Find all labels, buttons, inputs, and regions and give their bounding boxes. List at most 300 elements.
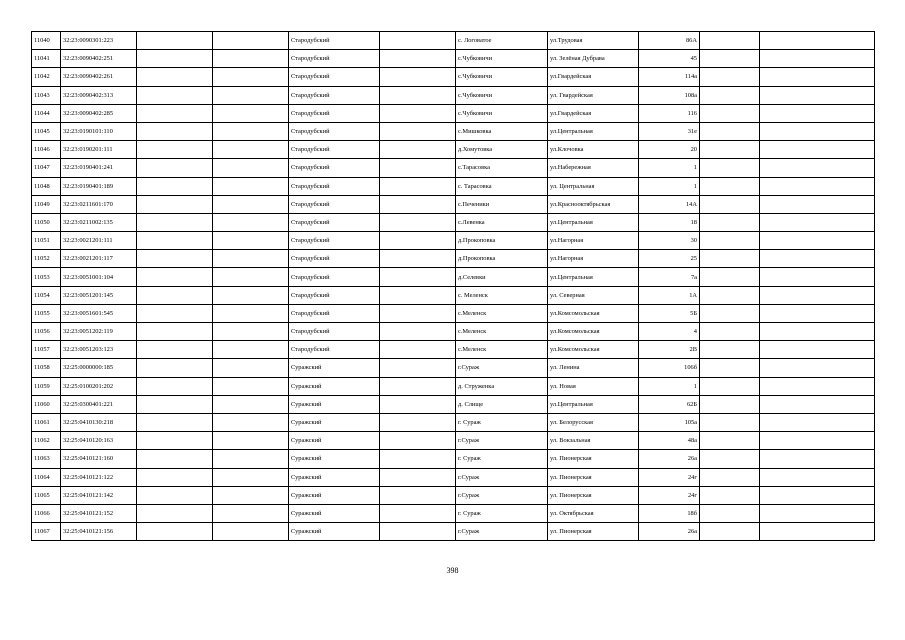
table-row <box>32 122 875 140</box>
blank-column-cell <box>213 377 289 395</box>
table-row <box>32 232 875 250</box>
blank-column-cell <box>137 50 213 68</box>
house-number-cell: 4 <box>639 323 700 341</box>
blank-column-cell <box>213 50 289 68</box>
settlement-cell: с.Тарасовка <box>456 159 548 177</box>
street-cell: ул.Центральная <box>548 122 639 140</box>
district-cell: Суражский <box>289 486 380 504</box>
blank-column-cell <box>213 468 289 486</box>
blank-column-cell <box>700 122 760 140</box>
blank-column-cell <box>380 195 456 213</box>
blank-column-cell <box>213 104 289 122</box>
district-cell: Стародубский <box>289 286 380 304</box>
row-number-cell: 11046 <box>32 141 61 159</box>
blank-column-cell <box>700 377 760 395</box>
street-cell: ул.Центральная <box>548 213 639 231</box>
house-number-cell: 25 <box>639 250 700 268</box>
blank-column-cell <box>137 359 213 377</box>
blank-column-cell <box>700 141 760 159</box>
blank-column-cell <box>213 341 289 359</box>
blank-column-cell <box>213 86 289 104</box>
blank-column-cell <box>137 304 213 322</box>
table-row <box>32 177 875 195</box>
cadastral-number-cell: 32:25:0410120:163 <box>61 432 137 450</box>
cadastral-number-cell: 32:23:0021201:117 <box>61 250 137 268</box>
house-number-cell: 7а <box>639 268 700 286</box>
blank-column-cell <box>760 486 875 504</box>
blank-column-cell <box>700 432 760 450</box>
blank-column-cell <box>380 341 456 359</box>
settlement-cell: с.Чубковичи <box>456 104 548 122</box>
blank-column-cell <box>213 141 289 159</box>
house-number-cell: 24г <box>639 486 700 504</box>
district-cell: Стародубский <box>289 104 380 122</box>
blank-column-cell <box>760 68 875 86</box>
blank-column-cell <box>213 323 289 341</box>
table-row <box>32 286 875 304</box>
row-number-cell: 11057 <box>32 341 61 359</box>
district-cell: Суражский <box>289 432 380 450</box>
street-cell: ул.Клочовка <box>548 141 639 159</box>
settlement-cell: с.Меленск <box>456 341 548 359</box>
district-cell: Стародубский <box>289 323 380 341</box>
blank-column-cell <box>760 195 875 213</box>
table-body <box>32 32 875 541</box>
cadastral-number-cell: 32:25:0000000:185 <box>61 359 137 377</box>
house-number-cell: 116 <box>639 104 700 122</box>
district-cell: Стародубский <box>289 122 380 140</box>
blank-column-cell <box>760 413 875 431</box>
house-number-cell: 1 <box>639 377 700 395</box>
house-number-cell: 30 <box>639 232 700 250</box>
blank-column-cell <box>380 450 456 468</box>
settlement-cell: с. Меленск <box>456 286 548 304</box>
house-number-cell: 1 <box>639 177 700 195</box>
blank-column-cell <box>380 286 456 304</box>
blank-column-cell <box>137 286 213 304</box>
house-number-cell: 2В <box>639 341 700 359</box>
district-cell: Суражский <box>289 523 380 541</box>
blank-column-cell <box>700 523 760 541</box>
row-number-cell: 11056 <box>32 323 61 341</box>
blank-column-cell <box>380 232 456 250</box>
house-number-cell: 31е <box>639 122 700 140</box>
blank-column-cell <box>760 504 875 522</box>
records-table <box>31 31 875 541</box>
blank-column-cell <box>137 341 213 359</box>
blank-column-cell <box>700 395 760 413</box>
cadastral-number-cell: 32:25:0300401:221 <box>61 395 137 413</box>
street-cell: ул. Центральная <box>548 177 639 195</box>
blank-column-cell <box>700 32 760 50</box>
house-number-cell: 5Б <box>639 304 700 322</box>
table-row <box>32 304 875 322</box>
cadastral-number-cell: 32:25:0410121:156 <box>61 523 137 541</box>
street-cell: ул. Пионерская <box>548 523 639 541</box>
blank-column-cell <box>137 450 213 468</box>
blank-column-cell <box>213 286 289 304</box>
blank-column-cell <box>137 486 213 504</box>
table-row <box>32 68 875 86</box>
cadastral-number-cell: 32:23:0190401:189 <box>61 177 137 195</box>
district-cell: Суражский <box>289 450 380 468</box>
street-cell: ул. Октябрьская <box>548 504 639 522</box>
row-number-cell: 11067 <box>32 523 61 541</box>
district-cell: Суражский <box>289 504 380 522</box>
blank-column-cell <box>380 304 456 322</box>
blank-column-cell <box>213 68 289 86</box>
blank-column-cell <box>380 50 456 68</box>
blank-column-cell <box>760 286 875 304</box>
district-cell: Стародубский <box>289 341 380 359</box>
blank-column-cell <box>700 213 760 231</box>
street-cell: ул.Нагорная <box>548 250 639 268</box>
street-cell: ул. Белорусская <box>548 413 639 431</box>
blank-column-cell <box>760 32 875 50</box>
street-cell: ул. Зелёная Дубрава <box>548 50 639 68</box>
district-cell: Стародубский <box>289 141 380 159</box>
row-number-cell: 11049 <box>32 195 61 213</box>
settlement-cell: с.Чубковичи <box>456 50 548 68</box>
street-cell: ул.Центральная <box>548 395 639 413</box>
blank-column-cell <box>213 268 289 286</box>
row-number-cell: 11059 <box>32 377 61 395</box>
street-cell: ул.Краснооктябрьская <box>548 195 639 213</box>
blank-column-cell <box>380 359 456 377</box>
table-row <box>32 213 875 231</box>
house-number-cell: 1 <box>639 159 700 177</box>
settlement-cell: с.Печеники <box>456 195 548 213</box>
cadastral-number-cell: 32:25:0410121:142 <box>61 486 137 504</box>
street-cell: ул. Новая <box>548 377 639 395</box>
blank-column-cell <box>213 122 289 140</box>
blank-column-cell <box>760 432 875 450</box>
row-number-cell: 11063 <box>32 450 61 468</box>
table-row <box>32 450 875 468</box>
settlement-cell: д.Прокоповка <box>456 232 548 250</box>
table-row <box>32 377 875 395</box>
blank-column-cell <box>380 86 456 104</box>
blank-column-cell <box>380 268 456 286</box>
row-number-cell: 11043 <box>32 86 61 104</box>
table-row <box>32 341 875 359</box>
cadastral-number-cell: 32:23:0190401:241 <box>61 159 137 177</box>
district-cell: Стародубский <box>289 213 380 231</box>
blank-column-cell <box>760 104 875 122</box>
table-row <box>32 86 875 104</box>
blank-column-cell <box>213 523 289 541</box>
settlement-cell: с.Чубковичи <box>456 68 548 86</box>
district-cell: Стародубский <box>289 304 380 322</box>
district-cell: Стародубский <box>289 177 380 195</box>
blank-column-cell <box>700 450 760 468</box>
blank-column-cell <box>213 359 289 377</box>
cadastral-number-cell: 32:23:0190201:111 <box>61 141 137 159</box>
settlement-cell: д.Хомутовка <box>456 141 548 159</box>
street-cell: ул. Пионерская <box>548 450 639 468</box>
blank-column-cell <box>760 268 875 286</box>
row-number-cell: 11054 <box>32 286 61 304</box>
settlement-cell: г.Сураж <box>456 432 548 450</box>
cadastral-number-cell: 32:23:0051202:119 <box>61 323 137 341</box>
settlement-cell: с. Логоватое <box>456 32 548 50</box>
blank-column-cell <box>213 395 289 413</box>
blank-column-cell <box>700 504 760 522</box>
blank-column-cell <box>137 213 213 231</box>
blank-column-cell <box>760 395 875 413</box>
settlement-cell: г.Сураж <box>456 359 548 377</box>
street-cell: ул. Северная <box>548 286 639 304</box>
row-number-cell: 11047 <box>32 159 61 177</box>
blank-column-cell <box>213 195 289 213</box>
street-cell: ул. Пионерская <box>548 486 639 504</box>
blank-column-cell <box>380 68 456 86</box>
blank-column-cell <box>380 213 456 231</box>
settlement-cell: д. Слище <box>456 395 548 413</box>
table-row <box>32 395 875 413</box>
house-number-cell: 106б <box>639 359 700 377</box>
house-number-cell: 86А <box>639 32 700 50</box>
blank-column-cell <box>380 523 456 541</box>
blank-column-cell <box>380 122 456 140</box>
house-number-cell: 26а <box>639 523 700 541</box>
blank-column-cell <box>700 286 760 304</box>
blank-column-cell <box>700 232 760 250</box>
blank-column-cell <box>137 195 213 213</box>
table-row <box>32 159 875 177</box>
blank-column-cell <box>760 450 875 468</box>
cadastral-number-cell: 32:23:0051203:123 <box>61 341 137 359</box>
page-number: 398 <box>446 566 459 575</box>
street-cell: ул.Комсомольская <box>548 323 639 341</box>
table-row <box>32 195 875 213</box>
row-number-cell: 11044 <box>32 104 61 122</box>
blank-column-cell <box>137 323 213 341</box>
blank-column-cell <box>380 159 456 177</box>
blank-column-cell <box>137 395 213 413</box>
blank-column-cell <box>760 323 875 341</box>
blank-column-cell <box>137 68 213 86</box>
table-row <box>32 268 875 286</box>
blank-column-cell <box>213 413 289 431</box>
cadastral-number-cell: 32:23:0190101:110 <box>61 122 137 140</box>
settlement-cell: с.Меленск <box>456 323 548 341</box>
blank-column-cell <box>137 413 213 431</box>
district-cell: Стародубский <box>289 50 380 68</box>
row-number-cell: 11040 <box>32 32 61 50</box>
district-cell: Суражский <box>289 468 380 486</box>
blank-column-cell <box>700 486 760 504</box>
blank-column-cell <box>137 141 213 159</box>
district-cell: Стародубский <box>289 250 380 268</box>
row-number-cell: 11052 <box>32 250 61 268</box>
house-number-cell: 24г <box>639 468 700 486</box>
blank-column-cell <box>760 523 875 541</box>
blank-column-cell <box>137 122 213 140</box>
row-number-cell: 11048 <box>32 177 61 195</box>
cadastral-number-cell: 32:23:0051601:545 <box>61 304 137 322</box>
cadastral-number-cell: 32:23:0090301:223 <box>61 32 137 50</box>
blank-column-cell <box>700 359 760 377</box>
house-number-cell: 18 <box>639 213 700 231</box>
blank-column-cell <box>760 159 875 177</box>
blank-column-cell <box>760 213 875 231</box>
blank-column-cell <box>760 359 875 377</box>
cadastral-number-cell: 32:23:0090402:251 <box>61 50 137 68</box>
blank-column-cell <box>760 377 875 395</box>
cadastral-number-cell: 32:23:0090402:261 <box>61 68 137 86</box>
blank-column-cell <box>380 250 456 268</box>
blank-column-cell <box>700 104 760 122</box>
house-number-cell: 105а <box>639 413 700 431</box>
street-cell: ул.Трудовая <box>548 32 639 50</box>
table-row <box>32 486 875 504</box>
street-cell: ул.Набережная <box>548 159 639 177</box>
blank-column-cell <box>380 141 456 159</box>
table-row <box>32 250 875 268</box>
settlement-cell: д. Струженка <box>456 377 548 395</box>
blank-column-cell <box>213 177 289 195</box>
table-row <box>32 104 875 122</box>
settlement-cell: г. Сураж <box>456 450 548 468</box>
settlement-cell: д.Селевки <box>456 268 548 286</box>
house-number-cell: 62Б <box>639 395 700 413</box>
blank-column-cell <box>700 468 760 486</box>
house-number-cell: 26а <box>639 450 700 468</box>
blank-column-cell <box>137 104 213 122</box>
settlement-cell: г. Сураж <box>456 504 548 522</box>
street-cell: ул.Гвардейская <box>548 68 639 86</box>
table-row <box>32 504 875 522</box>
blank-column-cell <box>760 468 875 486</box>
house-number-cell: 114а <box>639 68 700 86</box>
blank-column-cell <box>380 32 456 50</box>
blank-column-cell <box>700 68 760 86</box>
blank-column-cell <box>700 86 760 104</box>
blank-column-cell <box>760 86 875 104</box>
blank-column-cell <box>760 250 875 268</box>
blank-column-cell <box>700 159 760 177</box>
blank-column-cell <box>700 323 760 341</box>
house-number-cell: 45 <box>639 50 700 68</box>
blank-column-cell <box>760 141 875 159</box>
blank-column-cell <box>137 504 213 522</box>
row-number-cell: 11050 <box>32 213 61 231</box>
settlement-cell: г.Сураж <box>456 468 548 486</box>
blank-column-cell <box>760 50 875 68</box>
cadastral-number-cell: 32:23:0090402:285 <box>61 104 137 122</box>
blank-column-cell <box>137 432 213 450</box>
district-cell: Суражский <box>289 359 380 377</box>
blank-column-cell <box>213 450 289 468</box>
blank-column-cell <box>380 323 456 341</box>
district-cell: Суражский <box>289 395 380 413</box>
table-row <box>32 141 875 159</box>
row-number-cell: 11041 <box>32 50 61 68</box>
cadastral-number-cell: 32:25:0410121:122 <box>61 468 137 486</box>
district-cell: Стародубский <box>289 159 380 177</box>
cadastral-number-cell: 32:23:0051201:145 <box>61 286 137 304</box>
blank-column-cell <box>213 213 289 231</box>
blank-column-cell <box>213 159 289 177</box>
blank-column-cell <box>380 104 456 122</box>
row-number-cell: 11045 <box>32 122 61 140</box>
table-row <box>32 32 875 50</box>
blank-column-cell <box>213 486 289 504</box>
settlement-cell: с. Тарасовка <box>456 177 548 195</box>
blank-column-cell <box>760 341 875 359</box>
house-number-cell: 48а <box>639 432 700 450</box>
street-cell: ул.Комсомольская <box>548 341 639 359</box>
cadastral-number-cell: 32:23:0090402:313 <box>61 86 137 104</box>
blank-column-cell <box>380 504 456 522</box>
house-number-cell: 20 <box>639 141 700 159</box>
cadastral-number-cell: 32:23:0021201:111 <box>61 232 137 250</box>
cadastral-number-cell: 32:23:0211601:170 <box>61 195 137 213</box>
blank-column-cell <box>213 504 289 522</box>
district-cell: Стародубский <box>289 86 380 104</box>
blank-column-cell <box>137 468 213 486</box>
row-number-cell: 11042 <box>32 68 61 86</box>
table-row <box>32 50 875 68</box>
blank-column-cell <box>137 177 213 195</box>
settlement-cell: с.Мишковка <box>456 122 548 140</box>
blank-column-cell <box>213 32 289 50</box>
street-cell: ул.Гвардейская <box>548 104 639 122</box>
row-number-cell: 11060 <box>32 395 61 413</box>
row-number-cell: 11058 <box>32 359 61 377</box>
blank-column-cell <box>213 304 289 322</box>
district-cell: Стародубский <box>289 268 380 286</box>
street-cell: ул.Нагорная <box>548 232 639 250</box>
row-number-cell: 11062 <box>32 432 61 450</box>
blank-column-cell <box>137 86 213 104</box>
row-number-cell: 11055 <box>32 304 61 322</box>
street-cell: ул.Центральная <box>548 268 639 286</box>
blank-column-cell <box>380 432 456 450</box>
blank-column-cell <box>380 468 456 486</box>
blank-column-cell <box>213 232 289 250</box>
blank-column-cell <box>213 432 289 450</box>
street-cell: ул.Комсомольская <box>548 304 639 322</box>
table-row <box>32 359 875 377</box>
settlement-cell: г.Сураж <box>456 523 548 541</box>
blank-column-cell <box>700 268 760 286</box>
table-row <box>32 413 875 431</box>
blank-column-cell <box>137 523 213 541</box>
district-cell: Стародубский <box>289 68 380 86</box>
blank-column-cell <box>700 413 760 431</box>
settlement-cell: г. Сураж <box>456 413 548 431</box>
district-cell: Суражский <box>289 413 380 431</box>
house-number-cell: 108а <box>639 86 700 104</box>
settlement-cell: с.Левенка <box>456 213 548 231</box>
blank-column-cell <box>760 177 875 195</box>
blank-column-cell <box>213 250 289 268</box>
blank-column-cell <box>700 177 760 195</box>
blank-column-cell <box>700 341 760 359</box>
district-cell: Стародубский <box>289 232 380 250</box>
blank-column-cell <box>137 250 213 268</box>
table-row <box>32 523 875 541</box>
house-number-cell: 14А <box>639 195 700 213</box>
blank-column-cell <box>700 195 760 213</box>
house-number-cell: 1А <box>639 286 700 304</box>
blank-column-cell <box>137 377 213 395</box>
settlement-cell: г.Сураж <box>456 486 548 504</box>
blank-column-cell <box>380 413 456 431</box>
blank-column-cell <box>380 486 456 504</box>
